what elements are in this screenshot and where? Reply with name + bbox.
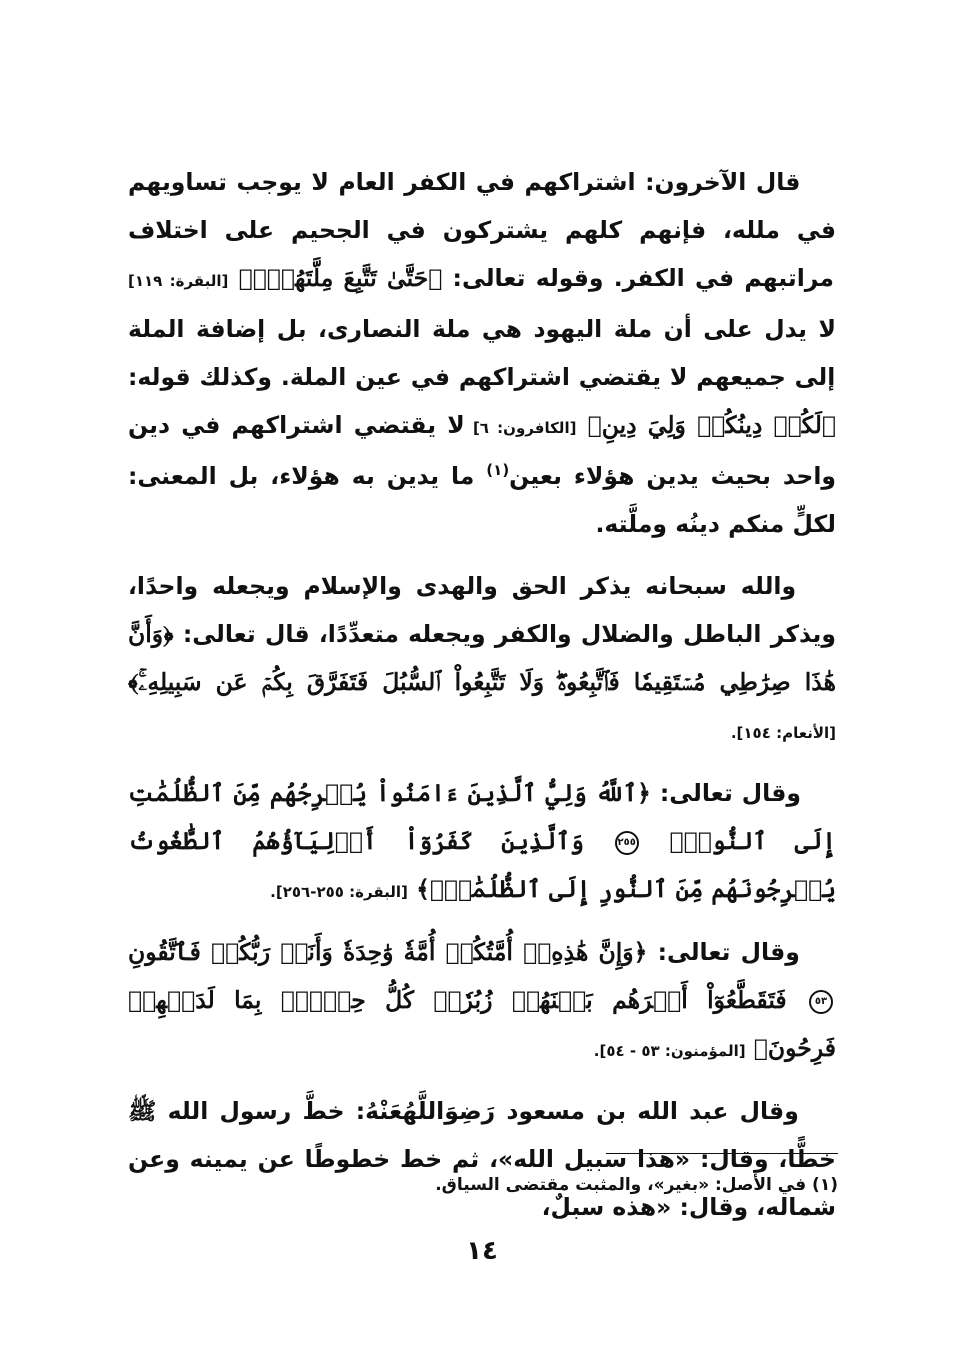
text-segment: ما يدين به هؤلاء، بل المعنى: لكلٍّ منكم دينُه وملَّته. bbox=[128, 462, 836, 538]
text-segment: لا يقتضي اشتراكهم في دين واحد بحيث يدين هؤلاء بعين bbox=[128, 411, 837, 490]
paragraph bbox=[128, 562, 836, 757]
ayah-number-mark: ٥٣ bbox=[809, 990, 833, 1014]
quran-verse: ﴿وَأَنَّ هَٰذَا صِرَٰطِي مُسۡتَقِيمٗا فَٱتَّبِعُوهُۖ وَلَا تَتَّبِعُواْ ٱلسُّبُلَ فَتَفَرَّقَ بِكُمۡ عَن سَبِيلِهِۦۚ﴾ bbox=[128, 620, 836, 696]
main-text bbox=[128, 158, 836, 1243]
verse-reference: [البقرة: ٢٥٥-٢٥٦]. bbox=[270, 883, 408, 901]
verse-reference: [الأنعام: ١٥٤]. bbox=[730, 724, 836, 742]
text-segment: قال الآخرون: اشتراكهم في الكفر العام لا يوجب تساويهم في ملله، فإنهم كلهم يشتركون في الجحيم على اختلاف مراتبهم في الكفر. وقوله تعالى: bbox=[128, 168, 836, 292]
paragraph bbox=[128, 928, 836, 1075]
text-segment: وقال تعالى: bbox=[650, 779, 801, 807]
text-segment: لا يدل على أن ملة اليهود هي ملة النصارى، بل إضافة الملة إلى جميعهم لا يقتضي اشتراكهم في عين الملة. وكذلك قوله: bbox=[128, 315, 836, 391]
verse-reference: [المؤمنون: ٥٣ - ٥٤]. bbox=[593, 1042, 746, 1060]
quran-verse: ﴿لَكُمۡ دِينُكُمۡ وَلِيَ دِينِ﴾ bbox=[587, 411, 836, 439]
verse-reference: [البقرة: ١١٩] bbox=[128, 272, 229, 290]
quran-verse: فَتَقَطَّعُوٓاْ أَمۡرَهُم بَيۡنَهُمۡ زُبُرٗاۖ كُلُّ حِزۡبِۭ بِمَا لَدَيۡهِمۡ فَرِحُونَ﴾ bbox=[128, 986, 836, 1062]
text-segment: والله سبحانه يذكر الحق والهدى والإسلام ويجعله واحدًا، ويذكر الباطل والضلال والكفر ويجعله متعدِّدًا، قال تعالى: bbox=[128, 572, 836, 648]
verse-reference: [الكافرون: ٦] bbox=[464, 419, 577, 437]
quran-verse: ﴿ٱللَّهُ وَلِيُّ ٱلَّذِينَ ءَامَنُواْ يُخۡرِجُهُم مِّنَ ٱلظُّلُمَٰتِ إِلَى ٱلنُّورِۖ bbox=[128, 779, 836, 855]
quran-verse: ﴿وَإِنَّ هَٰذِهِۦٓ أُمَّتُكُمۡ أُمَّةٗ وَٰحِدَةٗ وَأَنَا۠ رَبُّكُمۡ فَٱتَّقُونِ bbox=[128, 938, 648, 966]
quran-verse: وَٱلَّذِينَ كَفَرُوٓاْ أَوۡلِيَآؤُهُمُ ٱلطَّٰغُوتُ يُخۡرِجُونَهُم مِّنَ ٱلنُّورِ إِلَى ٱلظُّلُمَٰتِۗ﴾ bbox=[128, 827, 836, 903]
paragraph bbox=[128, 1087, 836, 1231]
ayah-number-mark: ٢٥٥ bbox=[615, 831, 639, 855]
paragraph bbox=[128, 769, 836, 916]
text-segment: وقال تعالى: bbox=[647, 938, 800, 966]
footnote-marker[interactable]: (١) bbox=[486, 461, 510, 480]
footnote-divider bbox=[606, 1153, 838, 1154]
quran-verse: ﴿حَتَّىٰ تَتَّبِعَ مِلَّتَهُمۡۗ﴾ bbox=[238, 264, 443, 292]
page-number: ١٤ bbox=[466, 1236, 498, 1266]
footnote: (١) في الأصل: «بغير»، والمثبت مقتضى السياق. bbox=[435, 1175, 838, 1195]
paragraph bbox=[128, 158, 836, 548]
text-segment: وقال عبد الله بن مسعود رَضِوَاللَّهُعَنْهُ: خطَّ رسول الله ﷺ خطًّا، وقال: «هذا سبيل الله»، ثم خط خطوطًا عن يمينه وعن شماله، وقال: «هذه سبلٌ، bbox=[128, 1097, 836, 1221]
